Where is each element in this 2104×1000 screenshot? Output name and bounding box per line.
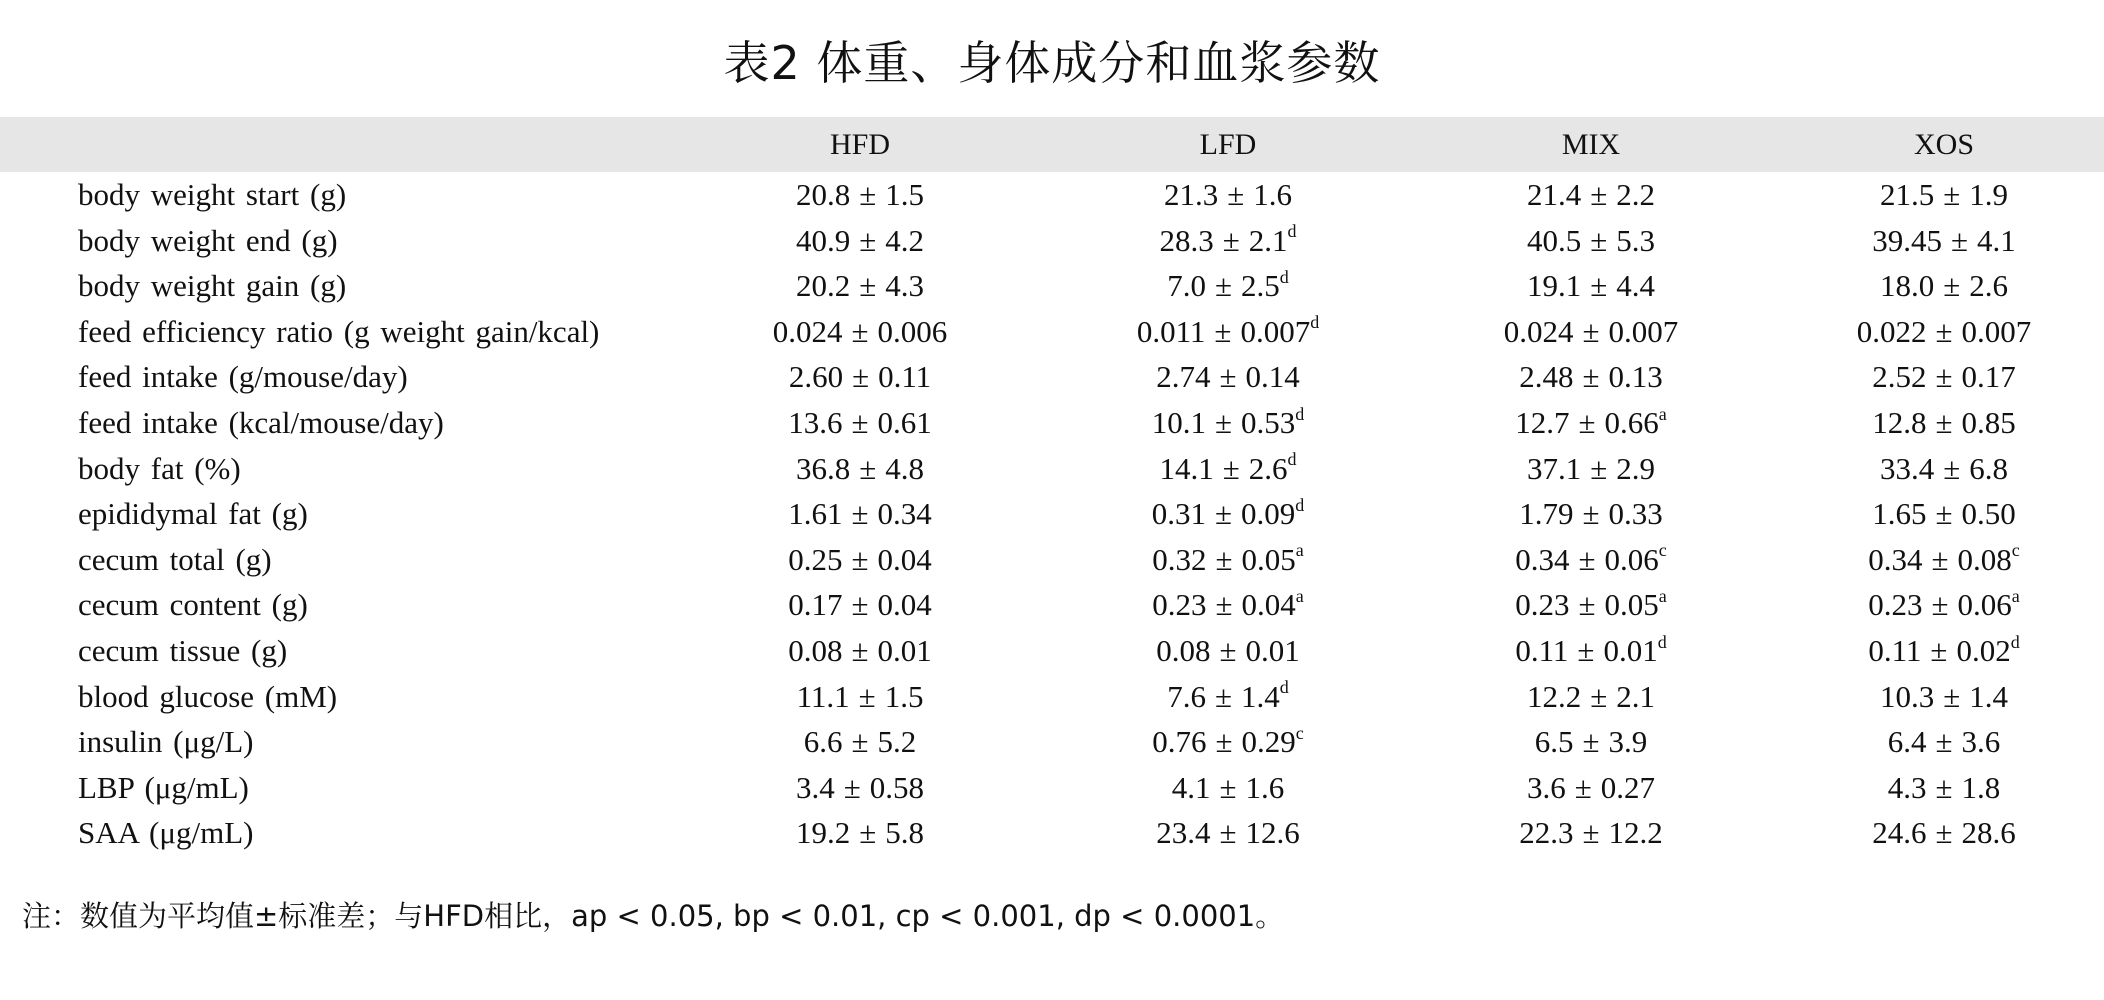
cell-sd: 0.006 (877, 313, 948, 349)
cell-sd: 0.66 (1604, 404, 1659, 440)
cell-mean: 6.6 (803, 724, 843, 760)
plus-minus-symbol: ± (1582, 815, 1600, 851)
cell-sd: 0.09 (1241, 496, 1296, 532)
cell-hfd (680, 537, 1040, 583)
cell-sd: 0.08 (1957, 541, 2012, 577)
cell-lfd (1048, 400, 1408, 446)
cell-lfd (1048, 719, 1408, 765)
cell-xos (1764, 263, 2104, 309)
cell-sd: 3.9 (1608, 724, 1648, 760)
cell-lfd (1048, 674, 1408, 720)
cell-xos (1764, 537, 2104, 583)
cell-mean: 0.011 (1136, 313, 1206, 349)
row-label: feed efficiency ratio (g weight gain/kcal) (78, 313, 600, 349)
table-row (0, 309, 2104, 355)
row-label: epididymal fat (g) (78, 496, 308, 532)
plus-minus-symbol: ± (851, 404, 869, 440)
plus-minus-symbol: ± (1219, 815, 1237, 851)
table-body (0, 172, 2104, 856)
cell-mean: 28.3 (1159, 222, 1214, 258)
cell-mean: 4.3 (1887, 769, 1927, 805)
cell-sd: 0.007 (1961, 313, 2032, 349)
cell-sd: 1.6 (1253, 177, 1292, 212)
cell-sd: 12.6 (1245, 815, 1300, 851)
plus-minus-symbol: ± (851, 313, 869, 349)
plus-minus-symbol: ± (1582, 359, 1600, 395)
cell-mean: 14.1 (1159, 450, 1214, 486)
significance-marker: d (1287, 221, 1297, 242)
plus-minus-symbol: ± (1582, 496, 1600, 532)
cell-mean: 2.74 (1156, 359, 1211, 395)
table-row (0, 446, 2104, 492)
cell-hfd (680, 218, 1040, 264)
cell-mean: 0.08 (1156, 632, 1211, 668)
cell-mix (1411, 172, 1771, 218)
cell-sd: 1.4 (1969, 678, 2008, 714)
cell-hfd (680, 172, 1040, 218)
plus-minus-symbol: ± (1590, 450, 1608, 486)
table-row (0, 263, 2104, 309)
plus-minus-symbol: ± (1219, 359, 1237, 395)
cell-sd: 1.9 (1969, 177, 2008, 212)
cell-lfd (1048, 628, 1408, 674)
column-header-mix: MIX (1561, 128, 1621, 161)
column-header-lfd: LFD (1199, 128, 1257, 161)
plus-minus-symbol: ± (858, 678, 876, 714)
plus-minus-symbol: ± (1590, 222, 1608, 258)
table-row (0, 491, 2104, 537)
cell-mean: 0.024 (772, 313, 843, 349)
plus-minus-symbol: ± (852, 359, 870, 395)
cell-xos (1764, 719, 2104, 765)
cell-sd: 2.9 (1616, 450, 1655, 486)
cell-xos (1764, 491, 2104, 537)
significance-marker: d (1279, 266, 1289, 287)
plus-minus-symbol: ± (1935, 313, 1953, 349)
cell-mean: 21.4 (1526, 177, 1582, 212)
cell-sd: 4.2 (885, 222, 924, 258)
plus-minus-symbol: ± (1227, 177, 1245, 212)
row-label: feed intake (g/mouse/day) (78, 359, 408, 395)
cell-mean: 0.34 (1515, 541, 1570, 577)
cell-xos (1764, 765, 2104, 811)
cell-mean: 20.8 (795, 177, 851, 212)
plus-minus-symbol: ± (1219, 632, 1237, 668)
cell-sd: 4.8 (885, 450, 924, 486)
significance-marker: a (1658, 586, 1667, 607)
cell-sd: 0.85 (1961, 404, 2016, 440)
cell-mix (1411, 582, 1771, 628)
cell-sd: 28.6 (1961, 815, 2016, 851)
table-row (0, 674, 2104, 720)
plus-minus-symbol: ± (1215, 541, 1233, 577)
cell-mean: 2.48 (1519, 359, 1574, 395)
significance-marker: a (2011, 586, 2020, 607)
cell-sd: 4.4 (1616, 268, 1655, 304)
cell-mean: 12.8 (1872, 404, 1927, 440)
table-title: 表2 体重、身体成分和血浆参数 (723, 36, 1381, 90)
cell-mix (1411, 537, 1771, 583)
plus-minus-symbol: ± (1931, 587, 1949, 623)
significance-marker: d (1279, 677, 1289, 698)
cell-hfd (680, 810, 1040, 856)
table-row (0, 172, 2104, 218)
cell-sd: 0.13 (1608, 359, 1663, 395)
row-label: cecum tissue (g) (78, 632, 288, 668)
cell-mean: 0.024 (1503, 313, 1574, 349)
cell-mix (1411, 628, 1771, 674)
significance-marker: c (1295, 722, 1304, 743)
cell-mean: 19.1 (1526, 268, 1582, 304)
plus-minus-symbol: ± (1590, 268, 1608, 304)
cell-xos (1764, 218, 2104, 264)
row-label: body weight gain (g) (78, 268, 347, 304)
cell-mix (1411, 400, 1771, 446)
cell-mean: 0.76 (1152, 724, 1207, 760)
plus-minus-symbol: ± (1215, 724, 1233, 760)
cell-mix (1411, 810, 1771, 856)
cell-mean: 23.4 (1156, 815, 1211, 851)
cell-mean: 6.5 (1534, 724, 1574, 760)
cell-mean: 10.1 (1151, 404, 1206, 440)
cell-sd: 5.2 (877, 724, 917, 760)
plus-minus-symbol: ± (1215, 587, 1233, 623)
cell-mean: 1.79 (1519, 496, 1574, 532)
cell-mean: 1.65 (1872, 496, 1927, 532)
cell-mean: 0.32 (1152, 541, 1207, 577)
cell-mean: 1.61 (788, 496, 843, 532)
cell-sd: 1.4 (1241, 678, 1280, 714)
row-label: LBP (μg/mL) (78, 769, 249, 805)
cell-mix (1411, 765, 1771, 811)
column-header-xos: XOS (1913, 128, 1974, 161)
cell-sd: 0.01 (877, 632, 932, 668)
cell-mean: 0.25 (788, 541, 843, 577)
plus-minus-symbol: ± (851, 724, 869, 760)
cell-mean: 10.3 (1879, 678, 1935, 714)
cell-lfd (1048, 491, 1408, 537)
cell-sd: 2.1 (1616, 678, 1655, 714)
table-footnote: 注：数值为平均值±标准差；与HFD相比，ap < 0.05, bp < 0.01, cp < 0.001, dp < 0.0001。 (22, 899, 1285, 933)
cell-hfd (680, 491, 1040, 537)
cell-mean: 3.6 (1526, 769, 1566, 805)
row-label: body fat (%) (78, 450, 241, 486)
plus-minus-symbol: ± (1935, 815, 1953, 851)
plus-minus-symbol: ± (1943, 450, 1961, 486)
plus-minus-symbol: ± (1214, 268, 1232, 304)
cell-sd: 6.8 (1969, 450, 2008, 486)
row-label: body weight end (g) (78, 222, 338, 258)
significance-marker: d (2010, 631, 2020, 652)
cell-sd: 0.007 (1608, 313, 1679, 349)
plus-minus-symbol: ± (851, 496, 869, 532)
plus-minus-symbol: ± (1578, 541, 1596, 577)
plus-minus-symbol: ± (851, 632, 869, 668)
cell-sd: 0.34 (877, 496, 932, 532)
significance-marker: a (1295, 586, 1304, 607)
cell-mean: 3.4 (795, 769, 835, 805)
plus-minus-symbol: ± (1590, 177, 1608, 212)
table-row (0, 582, 2104, 628)
cell-sd: 1.5 (885, 177, 924, 212)
cell-mean: 12.7 (1515, 404, 1570, 440)
cell-sd: 0.06 (1957, 587, 2012, 623)
cell-mean: 13.6 (788, 404, 843, 440)
cell-sd: 0.17 (1961, 359, 2016, 395)
cell-xos (1764, 628, 2104, 674)
cell-sd: 0.05 (1604, 587, 1659, 623)
significance-marker: d (1295, 494, 1305, 515)
cell-sd: 0.58 (869, 769, 924, 805)
cell-sd: 0.01 (1245, 632, 1300, 668)
cell-xos (1764, 674, 2104, 720)
cell-sd: 0.29 (1241, 724, 1296, 760)
cell-mean: 11.1 (796, 678, 850, 714)
plus-minus-symbol: ± (1943, 678, 1961, 714)
row-label: cecum content (g) (78, 587, 308, 623)
significance-marker: d (1295, 403, 1305, 424)
plus-minus-symbol: ± (1943, 268, 1961, 304)
cell-sd: 1.8 (1961, 769, 2001, 805)
cell-hfd (680, 674, 1040, 720)
cell-xos (1764, 400, 2104, 446)
cell-mean: 0.23 (1515, 587, 1570, 623)
cell-mix (1411, 354, 1771, 400)
plus-minus-symbol: ± (1214, 496, 1232, 532)
cell-mix (1411, 446, 1771, 492)
cell-sd: 3.6 (1961, 724, 2001, 760)
significance-marker: d (1657, 631, 1667, 652)
cell-mean: 6.4 (1887, 724, 1927, 760)
row-label: body weight start (g) (78, 177, 347, 212)
cell-mean: 7.0 (1167, 268, 1206, 304)
significance-marker: d (1310, 312, 1320, 333)
cell-hfd (680, 765, 1040, 811)
cell-lfd (1048, 218, 1408, 264)
significance-marker: c (1658, 540, 1667, 561)
table-header (0, 117, 2104, 172)
plus-minus-symbol: ± (1578, 404, 1596, 440)
cell-sd: 2.1 (1248, 222, 1288, 258)
cell-mean: 7.6 (1167, 678, 1206, 714)
plus-minus-symbol: ± (1222, 222, 1240, 258)
plus-minus-symbol: ± (1950, 222, 1968, 258)
table-row (0, 719, 2104, 765)
cell-mean: 4.1 (1171, 769, 1211, 805)
cell-mean: 20.2 (795, 268, 851, 304)
cell-sd: 0.11 (878, 359, 932, 395)
row-label: blood glucose (mM) (78, 678, 338, 714)
cell-mix (1411, 674, 1771, 720)
plus-minus-symbol: ± (851, 587, 869, 623)
cell-mean: 0.34 (1868, 541, 1923, 577)
cell-mean: 0.17 (788, 587, 843, 623)
cell-hfd (680, 263, 1040, 309)
plus-minus-symbol: ± (1935, 496, 1953, 532)
cell-mean: 12.2 (1526, 678, 1582, 714)
cell-sd: 4.1 (1977, 222, 2016, 258)
cell-mean: 0.11 (1868, 632, 1922, 668)
cell-mean: 21.3 (1163, 177, 1219, 212)
row-label: cecum total (g) (78, 541, 272, 577)
cell-sd: 0.06 (1604, 541, 1659, 577)
table-row (0, 810, 2104, 856)
cell-hfd (680, 628, 1040, 674)
plus-minus-symbol: ± (1578, 587, 1596, 623)
cell-mean: 40.5 (1526, 222, 1582, 258)
plus-minus-symbol: ± (1574, 769, 1592, 805)
plus-minus-symbol: ± (1590, 678, 1608, 714)
row-label: insulin (μg/L) (78, 724, 254, 760)
cell-mean: 39.45 (1872, 222, 1942, 258)
cell-xos (1764, 354, 2104, 400)
plus-minus-symbol: ± (843, 769, 861, 805)
significance-marker: a (1295, 540, 1304, 561)
cell-lfd (1048, 309, 1408, 355)
cell-mean: 37.1 (1526, 450, 1582, 486)
cell-sd: 1.6 (1245, 769, 1285, 805)
plus-minus-symbol: ± (851, 541, 869, 577)
cell-sd: 1.5 (884, 678, 924, 714)
cell-sd: 5.8 (885, 815, 924, 851)
plus-minus-symbol: ± (1935, 724, 1953, 760)
cell-hfd (680, 582, 1040, 628)
cell-sd: 0.53 (1241, 404, 1296, 440)
cell-mean: 2.52 (1872, 359, 1927, 395)
plus-minus-symbol: ± (1935, 769, 1953, 805)
cell-sd: 0.007 (1240, 313, 1311, 349)
cell-mean: 0.23 (1868, 587, 1923, 623)
cell-lfd (1048, 810, 1408, 856)
cell-mean: 0.08 (788, 632, 843, 668)
cell-mix (1411, 491, 1771, 537)
cell-sd: 0.01 (1603, 632, 1658, 668)
row-label: feed intake (kcal/mouse/day) (78, 404, 444, 440)
cell-hfd (680, 354, 1040, 400)
cell-sd: 0.14 (1245, 359, 1300, 395)
cell-mean: 21.5 (1879, 177, 1935, 212)
cell-hfd (680, 719, 1040, 765)
plus-minus-symbol: ± (859, 450, 877, 486)
plus-minus-symbol: ± (1214, 313, 1232, 349)
cell-mean: 2.60 (788, 359, 844, 395)
cell-mean: 40.9 (795, 222, 851, 258)
cell-mean: 0.23 (1152, 587, 1207, 623)
cell-mean: 33.4 (1879, 450, 1935, 486)
cell-xos (1764, 309, 2104, 355)
cell-sd: 12.2 (1608, 815, 1663, 851)
cell-sd: 0.04 (877, 587, 932, 623)
table-row (0, 765, 2104, 811)
plus-minus-symbol: ± (1582, 313, 1600, 349)
cell-hfd (680, 446, 1040, 492)
cell-sd: 0.05 (1241, 541, 1296, 577)
cell-sd: 4.3 (885, 268, 924, 304)
plus-minus-symbol: ± (1214, 678, 1232, 714)
significance-marker: c (2011, 540, 2020, 561)
plus-minus-symbol: ± (1943, 177, 1961, 212)
plus-minus-symbol: ± (859, 268, 877, 304)
cell-lfd (1048, 172, 1408, 218)
table-row (0, 628, 2104, 674)
cell-xos (1764, 172, 2104, 218)
cell-mean: 36.8 (795, 450, 851, 486)
cell-xos (1764, 446, 2104, 492)
cell-sd: 5.3 (1616, 222, 1655, 258)
cell-lfd (1048, 446, 1408, 492)
cell-sd: 0.27 (1600, 769, 1655, 805)
table-row (0, 218, 2104, 264)
cell-mix (1411, 309, 1771, 355)
cell-hfd (680, 309, 1040, 355)
table-row (0, 400, 2104, 446)
plus-minus-symbol: ± (859, 222, 877, 258)
cell-lfd (1048, 537, 1408, 583)
row-label: SAA (μg/mL) (78, 815, 254, 851)
cell-sd: 0.04 (877, 541, 932, 577)
cell-hfd (680, 400, 1040, 446)
cell-mean: 18.0 (1879, 268, 1935, 304)
column-header-hfd: HFD (829, 128, 890, 161)
cell-mix (1411, 719, 1771, 765)
plus-minus-symbol: ± (1577, 632, 1595, 668)
cell-mean: 0.31 (1151, 496, 1206, 532)
cell-mean: 19.2 (795, 815, 851, 851)
cell-mean: 24.6 (1872, 815, 1927, 851)
cell-sd: 0.02 (1956, 632, 2011, 668)
cell-lfd (1048, 263, 1408, 309)
cell-sd: 0.61 (877, 404, 932, 440)
plus-minus-symbol: ± (1219, 769, 1237, 805)
significance-marker: d (1287, 449, 1297, 470)
cell-sd: 0.33 (1608, 496, 1663, 532)
plus-minus-symbol: ± (859, 177, 877, 212)
table-row (0, 537, 2104, 583)
cell-lfd (1048, 765, 1408, 811)
plus-minus-symbol: ± (1931, 541, 1949, 577)
cell-sd: 2.6 (1248, 450, 1288, 486)
cell-mean: 22.3 (1519, 815, 1574, 851)
plus-minus-symbol: ± (1930, 632, 1948, 668)
plus-minus-symbol: ± (1582, 724, 1600, 760)
cell-sd: 2.5 (1241, 268, 1280, 304)
cell-xos (1764, 810, 2104, 856)
cell-mean: 0.11 (1515, 632, 1569, 668)
cell-sd: 2.2 (1616, 177, 1655, 212)
cell-mean: 0.022 (1856, 313, 1927, 349)
cell-lfd (1048, 354, 1408, 400)
cell-mix (1411, 263, 1771, 309)
plus-minus-symbol: ± (1222, 450, 1240, 486)
cell-sd: 0.50 (1961, 496, 2016, 532)
significance-marker: a (1658, 403, 1667, 424)
plus-minus-symbol: ± (1214, 404, 1232, 440)
plus-minus-symbol: ± (1935, 359, 1953, 395)
table-row (0, 354, 2104, 400)
cell-lfd (1048, 582, 1408, 628)
plus-minus-symbol: ± (859, 815, 877, 851)
cell-sd: 2.6 (1969, 268, 2008, 304)
cell-sd: 0.04 (1241, 587, 1296, 623)
cell-xos (1764, 582, 2104, 628)
plus-minus-symbol: ± (1935, 404, 1953, 440)
cell-mix (1411, 218, 1771, 264)
